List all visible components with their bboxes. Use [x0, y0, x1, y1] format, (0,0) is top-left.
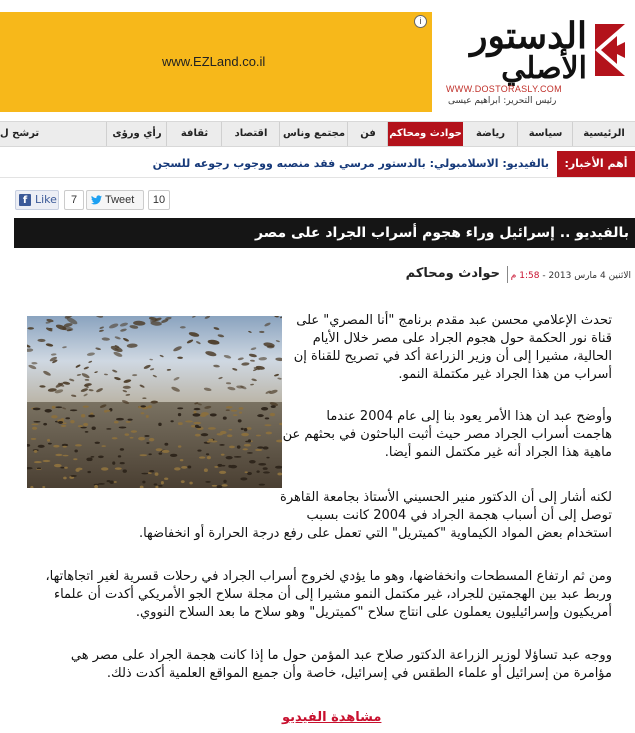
- like-label: Like: [35, 193, 57, 206]
- paragraph-line: وربط عبد بين الهجمتين للجراد، غير مكتمل النمو مشيرا إلى أن مجلة سلاح الجو الأمريكي أكدت أن علماء: [53, 587, 612, 602]
- logo-url: WWW.DOSTORASLY.COM: [446, 84, 562, 94]
- facebook-icon: f: [19, 194, 31, 206]
- nav-item[interactable]: رياضة: [462, 122, 518, 146]
- logo-title-line2: الأصلي: [501, 51, 587, 86]
- paragraph-line: توصل إلى أن أسباب هجمة الجراد في 2004 كانت بسبب: [306, 508, 612, 523]
- paragraph-line: ماهية هذا الجراد أنه غير مكتمل النمو أيضا.: [384, 445, 612, 460]
- nav-item[interactable]: الرئيسية: [572, 122, 635, 146]
- article-time: 1:58 م: [510, 271, 540, 281]
- nav-item[interactable]: سياسة: [517, 122, 573, 146]
- nav-item[interactable]: مجتمع وناس: [279, 122, 348, 146]
- logo-title-line1: الدستور: [470, 15, 587, 57]
- article-date-text: الاثنين 4 مارس 2013 -: [539, 271, 631, 281]
- meta-divider: [507, 266, 508, 283]
- nav-item[interactable]: ترشح ل: [0, 122, 107, 146]
- watch-video-link[interactable]: مشاهدة الفيديو: [282, 710, 382, 725]
- article-section-link[interactable]: حوادث ومحاكم: [405, 266, 500, 281]
- site-logo[interactable]: [440, 12, 635, 112]
- paragraph-line: أسراب من هذا الجراد غير مكتملة النمو.: [398, 367, 612, 382]
- ticker-headline-link[interactable]: بالفيديو: الاسلامبولي: بالدستور مرسي فقد منصبه ووجوب رجوعه للسجن: [152, 157, 549, 170]
- tweet-label: Tweet: [105, 194, 135, 206]
- paragraph-line: وأوضح عبد ان هذا الأمر يعود بنا إلى عام 2004 عندما: [326, 409, 612, 424]
- paragraph-line: ووجه عبد تساؤلا لوزير الزراعة الدكتور صلاح عبد المؤمن حول ما إذا كانت هجمة الجراد على مصر هي: [70, 648, 612, 663]
- advertisement-banner[interactable]: [0, 12, 432, 112]
- paragraph-line: تحدث الإعلامي محسن عبد مقدم برنامج "أنا المصري" على: [296, 313, 612, 328]
- nav-item[interactable]: اقتصاد: [221, 122, 280, 146]
- info-icon[interactable]: i: [414, 15, 427, 28]
- nav-item[interactable]: فن: [347, 122, 388, 146]
- twitter-bird-icon: [91, 195, 102, 205]
- tweet-count: 10: [148, 190, 170, 210]
- article-title: بالفيديو .. إسرائيل وراء هجوم أسراب الجراد على مصر: [254, 225, 629, 241]
- paragraph-line: لكنه أشار إلى أن الدكتور منير الحسيني الأستاذ بجامعة القاهرة: [280, 490, 612, 505]
- paragraph-line: مؤامرة من إسرائيل أو علماء الطقس في إسرائيل، خاصة وأن جميع المواقع العلمية أكدت ذلك.: [106, 666, 612, 681]
- paragraph-line: أمريكيون وإسرائيليون يعملون على انتاج سلاح "كميتريل" وهو سلاح ما بعد السلاح النووي.: [135, 605, 612, 620]
- ad-url-text[interactable]: www.EZLand.co.il: [162, 54, 266, 69]
- main-navigation: [0, 121, 635, 147]
- nav-item[interactable]: ثقافة: [166, 122, 222, 146]
- tweet-button[interactable]: [86, 190, 144, 210]
- nav-item[interactable]: حوادث ومحاكم: [387, 122, 463, 146]
- like-count: 7: [64, 190, 84, 210]
- logo-editor-credit: رئيس التحرير: ابراهيم عيسى: [448, 96, 557, 106]
- paragraph-line: قناة نور الحكمة حول هجوم الجراد على مصر خلال الأيام: [312, 331, 612, 346]
- ticker-label: أهم الأخبار:: [557, 151, 635, 177]
- article-title-bar: [14, 218, 635, 248]
- facebook-like-button[interactable]: [15, 190, 59, 210]
- paragraph-line: الحالية، مشيرا إلى أن وزير الزراعة أكد في تصريح للقناة إن: [293, 349, 612, 364]
- paragraph-line: ومن ثم ارتفاع المسطحات وانخفاضها، وهو ما يؤدي لخروج أسراب الجراد في رحلات قسرية لغير اتجاهاتها،: [45, 569, 612, 584]
- locust-swarm-photo: [27, 316, 282, 488]
- news-ticker: [0, 151, 635, 178]
- logo-book-icon: [591, 20, 631, 80]
- paragraph-line: هاجمت أسراب الجراد مصر حيث أثبت الباحثون في بحثهم عن: [282, 427, 612, 442]
- article-date: [511, 271, 631, 281]
- paragraph-line: استخدام بعض المواد الكيماوية "كميتريل" التي تعمل على رفع درجة الحرارة أو انخفاضها.: [138, 526, 612, 541]
- nav-item[interactable]: رأي ورؤى: [106, 122, 167, 146]
